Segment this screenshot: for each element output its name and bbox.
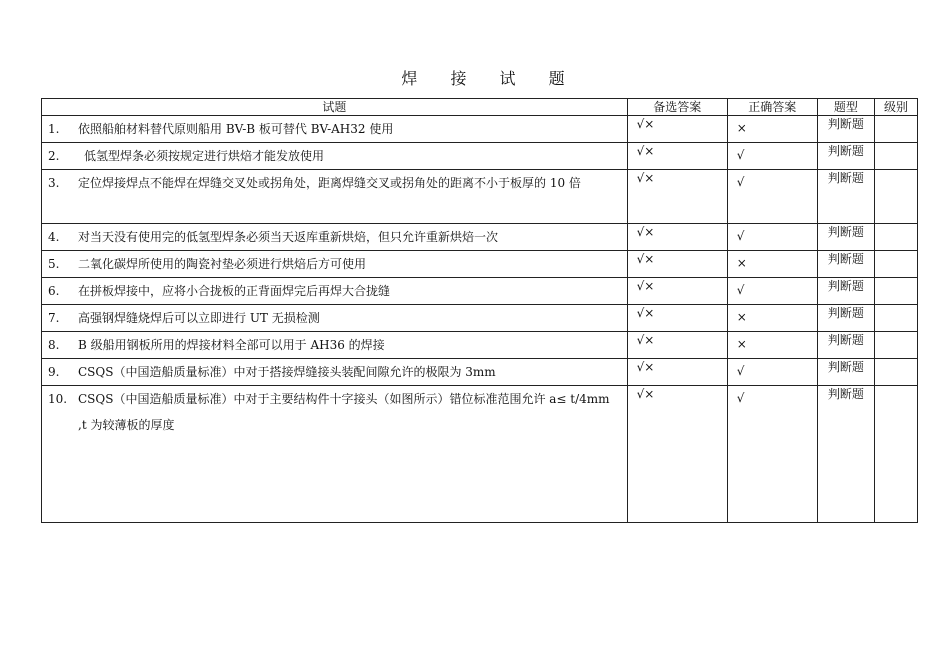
question-number: 5. xyxy=(48,257,60,271)
header-answer: 正确答案 xyxy=(727,99,817,116)
type-value: 判断题 xyxy=(827,306,864,320)
type-value: 判断题 xyxy=(827,279,864,293)
answer-cell xyxy=(727,278,817,305)
question-text: 依照船舶材料替代原则船用 BV-B 板可替代 BV-AH32 使用 xyxy=(78,122,394,136)
type-cell xyxy=(817,386,874,523)
question-cell xyxy=(42,116,628,143)
question-number: 6. xyxy=(48,284,60,298)
answer-cell xyxy=(727,386,817,523)
options-cell xyxy=(627,332,727,359)
question-cell xyxy=(42,278,628,305)
table-row xyxy=(42,278,918,305)
type-value: 判断题 xyxy=(827,387,864,401)
options-cell xyxy=(627,278,727,305)
question-number: 3. xyxy=(48,176,60,190)
level-cell xyxy=(874,170,917,224)
options-value: √× xyxy=(636,306,655,320)
type-value: 判断题 xyxy=(827,225,864,239)
answer-cell xyxy=(727,359,817,386)
options-cell xyxy=(627,386,727,523)
options-cell xyxy=(627,251,727,278)
header-question: 试题 xyxy=(42,99,628,116)
options-cell xyxy=(627,305,727,332)
question-number: 9. xyxy=(48,365,60,379)
answer-value: √ xyxy=(736,283,745,297)
answer-cell xyxy=(727,116,817,143)
answer-value: √ xyxy=(736,364,745,378)
level-cell xyxy=(874,359,917,386)
options-cell xyxy=(627,116,727,143)
table-row xyxy=(42,251,918,278)
options-cell xyxy=(627,143,727,170)
answer-cell xyxy=(727,305,817,332)
question-cell xyxy=(42,143,628,170)
table-row xyxy=(42,224,918,251)
question-text: 二氧化碳焊所使用的陶瓷衬垫必须进行烘焙后方可使用 xyxy=(78,257,367,271)
question-text: 定位焊接焊点不能焊在焊缝交叉处或拐角处，距离焊缝交叉或拐角处的距离不小于板厚的 10 倍 xyxy=(78,176,581,190)
answer-value: × xyxy=(736,121,747,135)
type-value: 判断题 xyxy=(827,360,864,374)
question-cell xyxy=(42,170,628,224)
question-number: 4. xyxy=(48,230,60,244)
answer-value: √ xyxy=(736,148,745,162)
answer-cell xyxy=(727,143,817,170)
level-cell xyxy=(874,251,917,278)
table-row xyxy=(42,386,918,523)
header-options: 备选答案 xyxy=(627,99,727,116)
table-header-row xyxy=(42,99,918,116)
question-number: 2. xyxy=(48,149,60,163)
question-text: CSQS（中国造船质量标准）中对于主要结构件十字接头（如图所示）错位标准范围允许 a≤ t/4mm ,t 为较薄板的厚度 xyxy=(78,392,610,432)
question-text: CSQS（中国造船质量标准）中对于搭接焊缝接头装配间隙允许的极限为 3mm xyxy=(78,365,496,379)
type-cell xyxy=(817,224,874,251)
level-cell xyxy=(874,278,917,305)
options-value: √× xyxy=(636,252,655,266)
question-cell xyxy=(42,359,628,386)
type-value: 判断题 xyxy=(827,252,864,266)
question-cell xyxy=(42,251,628,278)
type-value: 判断题 xyxy=(827,144,864,158)
level-cell xyxy=(874,224,917,251)
question-text: 低氢型焊条必须按规定进行烘焙才能发放使用 xyxy=(84,149,325,163)
type-value: 判断题 xyxy=(827,333,864,347)
question-number: 1. xyxy=(48,122,60,136)
options-cell xyxy=(627,359,727,386)
question-text: 高强钢焊缝烧焊后可以立即进行 UT 无损检测 xyxy=(78,311,320,325)
answer-cell xyxy=(727,332,817,359)
answer-value: × xyxy=(736,256,747,270)
table-row xyxy=(42,305,918,332)
question-text: B 级船用钢板所用的焊接材料全部可以用于 AH36 的焊接 xyxy=(78,338,385,352)
answer-cell xyxy=(727,170,817,224)
page-title: 焊 接 试 题 xyxy=(401,69,579,88)
level-cell xyxy=(874,332,917,359)
type-value: 判断题 xyxy=(827,171,864,185)
answer-value: × xyxy=(736,337,747,351)
table-row xyxy=(42,332,918,359)
header-level: 级别 xyxy=(874,99,917,116)
options-cell xyxy=(627,224,727,251)
options-value: √× xyxy=(636,279,655,293)
options-value: √× xyxy=(636,360,655,374)
options-value: √× xyxy=(636,225,655,239)
question-cell xyxy=(42,386,628,523)
type-cell xyxy=(817,251,874,278)
table-row xyxy=(42,170,918,224)
question-cell xyxy=(42,224,628,251)
options-value: √× xyxy=(636,144,655,158)
level-cell xyxy=(874,116,917,143)
question-number: 10. xyxy=(48,392,68,406)
type-cell xyxy=(817,116,874,143)
type-cell xyxy=(817,278,874,305)
options-cell xyxy=(627,170,727,224)
options-value: √× xyxy=(636,387,655,401)
answer-value: √ xyxy=(736,175,745,189)
question-text: 对当天没有使用完的低氢型焊条必须当天返库重新烘焙，但只允许重新烘焙一次 xyxy=(78,230,499,244)
table-row xyxy=(42,359,918,386)
answer-cell xyxy=(727,251,817,278)
type-cell xyxy=(817,305,874,332)
question-text: 在拼板焊接中，应将小合拢板的正背面焊完后再焊大合拢缝 xyxy=(78,284,391,298)
options-value: √× xyxy=(636,117,655,131)
table-row xyxy=(42,116,918,143)
header-type: 题型 xyxy=(817,99,874,116)
level-cell xyxy=(874,305,917,332)
question-cell xyxy=(42,305,628,332)
answer-value: √ xyxy=(736,229,745,243)
question-cell xyxy=(42,332,628,359)
type-value: 判断题 xyxy=(827,117,864,131)
answer-cell xyxy=(727,224,817,251)
options-value: √× xyxy=(636,333,655,347)
answer-value: √ xyxy=(736,391,745,405)
options-value: √× xyxy=(636,171,655,185)
type-cell xyxy=(817,143,874,170)
level-cell xyxy=(874,386,917,523)
question-number: 7. xyxy=(48,311,60,325)
exam-table xyxy=(41,98,918,523)
level-cell xyxy=(874,143,917,170)
type-cell xyxy=(817,359,874,386)
question-number: 8. xyxy=(48,338,60,352)
type-cell xyxy=(817,170,874,224)
table-row xyxy=(42,143,918,170)
answer-value: × xyxy=(736,310,747,324)
type-cell xyxy=(817,332,874,359)
